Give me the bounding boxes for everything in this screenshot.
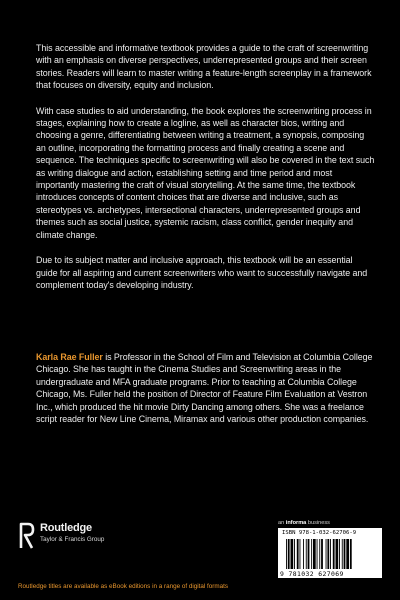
description-paragraph-3: Due to its subject matter and inclusive approach, this textbook will be an essential guide for all aspiring and current screenwriters who want to successfully navigate and complement today's developing industry. <box>36 255 368 290</box>
routledge-mark-icon <box>18 521 36 549</box>
description-paragraph-1: This accessible and informative textbook provides a guide to the craft of screenwriting with an emphasis on diverse perspectives, underrepresented groups and their screen stories. Readers will learn to master writing a feature-length screenplay in a framework that focuses on diversity, equity and inclusion. <box>36 43 372 91</box>
isbn-barcode <box>278 528 382 578</box>
informa-imprint: an informa business <box>278 520 330 526</box>
author-bio <box>36 351 374 425</box>
publisher-subtitle: Taylor & Francis Group <box>40 536 105 543</box>
author-name: Karla Rae Fuller <box>36 352 103 362</box>
isbn-label: ISBN 978-1-032-62706-9 <box>282 530 357 536</box>
description-paragraph-2: With case studies to aid understanding, the book explores the screenwriting process in stages, explaining how to create a logline, as well as character bios, writing and choosing a genre, differentiating between writing a treatment, a synopsis, composing an outline, incorporating the formatting process and finally creating a scene and sequence. The techniques specific to screenwriting will also be covered in the text such as writing dialogue and action, establishing setting and time period and most importantly mastering the craft of visual storytelling. At the same time, the textbook introduces concepts of content choices that are diverse and inclusive, such as stereotypes vs. archetypes, intersectional characters, underrepresented groups and themes such as social justice, systemic racism, class conflict, gender inequity and climate change. <box>36 105 375 240</box>
barcode-bars <box>286 539 374 569</box>
barcode-number: 9 781032 627069 <box>280 570 344 578</box>
author-bio-text: is Professor in the School of Film and Television at Columbia College Chicago. She has taught in the Cinema Studies and Screenwriting areas in the undergraduate and MFA graduate programs. Prior to teaching at Columbia College Chicago, Ms. Fuller held the position of Director of Feature Film Evaluation at Vestron Inc., which produced the hit movie Dirty Dancing among others. She was a freelance script reader for New Line Cinema, Miramax and various other production companies. <box>36 352 373 425</box>
book-description <box>36 42 376 304</box>
informa-brand: informa <box>285 520 307 526</box>
publisher-logo <box>18 521 218 551</box>
publisher-name: Routledge <box>40 522 92 534</box>
ebook-availability-note: Routledge titles are available as eBook editions in a range of digital formats <box>18 583 229 590</box>
